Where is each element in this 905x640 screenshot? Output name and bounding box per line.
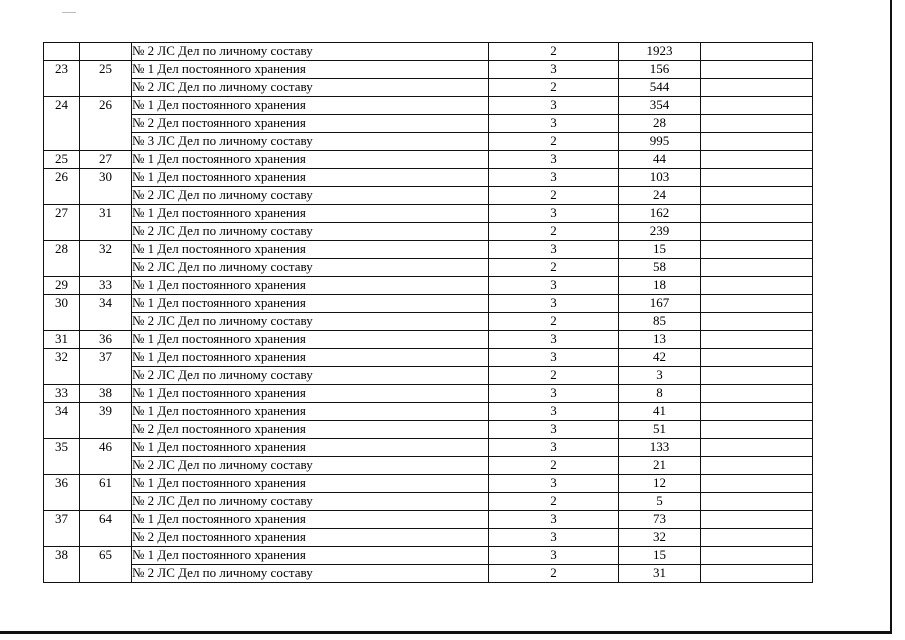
file-count-cell: 156 <box>619 61 701 79</box>
table-row <box>44 529 813 547</box>
table-row <box>44 511 813 529</box>
note-cell <box>701 565 813 583</box>
fund-number-cell: 31 <box>80 205 132 241</box>
file-count-cell: 15 <box>619 241 701 259</box>
note-cell <box>701 331 813 349</box>
inventory-name-cell: № 1 Дел постоянного хранения <box>132 547 489 565</box>
storage-group-cell: 3 <box>489 385 619 403</box>
inventory-name-cell: № 2 ЛС Дел по личному составу <box>132 187 489 205</box>
storage-group-cell: 2 <box>489 493 619 511</box>
note-cell <box>701 115 813 133</box>
inventory-name-cell: № 2 ЛС Дел по личному составу <box>132 457 489 475</box>
storage-group-cell: 3 <box>489 115 619 133</box>
inventory-name-cell: № 1 Дел постоянного хранения <box>132 349 489 367</box>
inventory-name-cell: № 1 Дел постоянного хранения <box>132 403 489 421</box>
table-row <box>44 115 813 133</box>
note-cell <box>701 223 813 241</box>
file-count-cell: 28 <box>619 115 701 133</box>
note-cell <box>701 385 813 403</box>
table-row <box>44 493 813 511</box>
inventory-name-cell: № 2 ЛС Дел по личному составу <box>132 259 489 277</box>
file-count-cell: 354 <box>619 97 701 115</box>
file-count-cell: 31 <box>619 565 701 583</box>
fund-number-cell: 26 <box>80 97 132 151</box>
file-count-cell: 41 <box>619 403 701 421</box>
table-row <box>44 43 813 61</box>
table-row <box>44 547 813 565</box>
note-cell <box>701 151 813 169</box>
table-row <box>44 349 813 367</box>
storage-group-cell: 2 <box>489 223 619 241</box>
inventory-name-cell: № 1 Дел постоянного хранения <box>132 151 489 169</box>
note-cell <box>701 313 813 331</box>
storage-group-cell: 3 <box>489 403 619 421</box>
fund-number-cell: 39 <box>80 403 132 439</box>
table-row <box>44 259 813 277</box>
fund-number-cell: 38 <box>80 385 132 403</box>
storage-group-cell: 3 <box>489 205 619 223</box>
fund-number-cell: 36 <box>80 331 132 349</box>
file-count-cell: 3 <box>619 367 701 385</box>
note-cell <box>701 205 813 223</box>
storage-group-cell: 2 <box>489 43 619 61</box>
storage-group-cell: 2 <box>489 259 619 277</box>
note-cell <box>701 529 813 547</box>
storage-group-cell: 3 <box>489 97 619 115</box>
inventory-name-cell: № 2 ЛС Дел по личному составу <box>132 565 489 583</box>
table-row <box>44 457 813 475</box>
note-cell <box>701 187 813 205</box>
row-number-cell: 36 <box>44 475 80 511</box>
table-row <box>44 241 813 259</box>
table-row <box>44 439 813 457</box>
table-row <box>44 223 813 241</box>
file-count-cell: 85 <box>619 313 701 331</box>
inventory-name-cell: № 2 Дел постоянного хранения <box>132 115 489 133</box>
table-row <box>44 295 813 313</box>
storage-group-cell: 3 <box>489 529 619 547</box>
inventory-name-cell: № 2 ЛС Дел по личному составу <box>132 493 489 511</box>
inventory-name-cell: № 2 ЛС Дел по личному составу <box>132 223 489 241</box>
inventory-name-cell: № 2 ЛС Дел по личному составу <box>132 79 489 97</box>
note-cell <box>701 259 813 277</box>
note-cell <box>701 493 813 511</box>
inventory-name-cell: № 1 Дел постоянного хранения <box>132 439 489 457</box>
fund-registry-table <box>43 42 813 583</box>
table-row <box>44 169 813 187</box>
inventory-name-cell: № 1 Дел постоянного хранения <box>132 97 489 115</box>
row-number-cell: 24 <box>44 97 80 151</box>
fund-number-cell: 32 <box>80 241 132 277</box>
note-cell <box>701 349 813 367</box>
row-number-cell: 31 <box>44 331 80 349</box>
note-cell <box>701 79 813 97</box>
table-row <box>44 475 813 493</box>
table-row <box>44 151 813 169</box>
fund-number-cell: 25 <box>80 61 132 97</box>
row-number-cell: 33 <box>44 385 80 403</box>
inventory-name-cell: № 3 ЛС Дел по личному составу <box>132 133 489 151</box>
inventory-name-cell: № 1 Дел постоянного хранения <box>132 331 489 349</box>
storage-group-cell: 3 <box>489 277 619 295</box>
inventory-name-cell: № 1 Дел постоянного хранения <box>132 241 489 259</box>
storage-group-cell: 3 <box>489 475 619 493</box>
inventory-name-cell: № 1 Дел постоянного хранения <box>132 295 489 313</box>
row-number-cell: 37 <box>44 511 80 547</box>
inventory-name-cell: № 1 Дел постоянного хранения <box>132 385 489 403</box>
file-count-cell: 239 <box>619 223 701 241</box>
note-cell <box>701 43 813 61</box>
table-row <box>44 277 813 295</box>
fund-number-cell: 64 <box>80 511 132 547</box>
storage-group-cell: 2 <box>489 565 619 583</box>
storage-group-cell: 3 <box>489 349 619 367</box>
file-count-cell: 44 <box>619 151 701 169</box>
table-row <box>44 421 813 439</box>
file-count-cell: 167 <box>619 295 701 313</box>
fund-number-cell: 37 <box>80 349 132 385</box>
storage-group-cell: 3 <box>489 151 619 169</box>
file-count-cell: 21 <box>619 457 701 475</box>
note-cell <box>701 295 813 313</box>
file-count-cell: 544 <box>619 79 701 97</box>
file-count-cell: 42 <box>619 349 701 367</box>
table-row <box>44 403 813 421</box>
storage-group-cell: 3 <box>489 61 619 79</box>
note-cell <box>701 367 813 385</box>
row-number-cell: 27 <box>44 205 80 241</box>
table-row <box>44 61 813 79</box>
storage-group-cell: 3 <box>489 169 619 187</box>
storage-group-cell: 2 <box>489 79 619 97</box>
file-count-cell: 8 <box>619 385 701 403</box>
row-number-cell: 32 <box>44 349 80 385</box>
fund-number-cell: 27 <box>80 151 132 169</box>
file-count-cell: 24 <box>619 187 701 205</box>
inventory-name-cell: № 1 Дел постоянного хранения <box>132 205 489 223</box>
table-row <box>44 133 813 151</box>
inventory-name-cell: № 2 ЛС Дел по личному составу <box>132 43 489 61</box>
row-number-cell: 26 <box>44 169 80 205</box>
storage-group-cell: 3 <box>489 241 619 259</box>
note-cell <box>701 277 813 295</box>
file-count-cell: 51 <box>619 421 701 439</box>
row-number-cell <box>44 43 80 61</box>
file-count-cell: 58 <box>619 259 701 277</box>
row-number-cell: 34 <box>44 403 80 439</box>
note-cell <box>701 169 813 187</box>
storage-group-cell: 2 <box>489 313 619 331</box>
fund-number-cell: 65 <box>80 547 132 583</box>
inventory-name-cell: № 1 Дел постоянного хранения <box>132 61 489 79</box>
storage-group-cell: 3 <box>489 439 619 457</box>
table-row <box>44 367 813 385</box>
note-cell <box>701 421 813 439</box>
file-count-cell: 32 <box>619 529 701 547</box>
row-number-cell: 28 <box>44 241 80 277</box>
file-count-cell: 73 <box>619 511 701 529</box>
note-cell <box>701 403 813 421</box>
file-count-cell: 15 <box>619 547 701 565</box>
scan-mark <box>62 12 76 13</box>
fund-number-cell <box>80 43 132 61</box>
file-count-cell: 162 <box>619 205 701 223</box>
storage-group-cell: 2 <box>489 457 619 475</box>
file-count-cell: 995 <box>619 133 701 151</box>
fund-number-cell: 61 <box>80 475 132 511</box>
table-row <box>44 331 813 349</box>
note-cell <box>701 475 813 493</box>
inventory-name-cell: № 2 Дел постоянного хранения <box>132 529 489 547</box>
note-cell <box>701 241 813 259</box>
file-count-cell: 1923 <box>619 43 701 61</box>
storage-group-cell: 3 <box>489 295 619 313</box>
storage-group-cell: 2 <box>489 187 619 205</box>
storage-group-cell: 3 <box>489 511 619 529</box>
inventory-name-cell: № 1 Дел постоянного хранения <box>132 169 489 187</box>
storage-group-cell: 2 <box>489 133 619 151</box>
note-cell <box>701 97 813 115</box>
table-row <box>44 385 813 403</box>
note-cell <box>701 61 813 79</box>
table-row <box>44 79 813 97</box>
inventory-name-cell: № 1 Дел постоянного хранения <box>132 277 489 295</box>
file-count-cell: 12 <box>619 475 701 493</box>
table-row <box>44 97 813 115</box>
fund-number-cell: 33 <box>80 277 132 295</box>
fund-number-cell: 34 <box>80 295 132 331</box>
table-row <box>44 205 813 223</box>
row-number-cell: 23 <box>44 61 80 97</box>
file-count-cell: 18 <box>619 277 701 295</box>
fund-number-cell: 30 <box>80 169 132 205</box>
inventory-name-cell: № 2 ЛС Дел по личному составу <box>132 367 489 385</box>
file-count-cell: 103 <box>619 169 701 187</box>
inventory-name-cell: № 1 Дел постоянного хранения <box>132 475 489 493</box>
table-row <box>44 565 813 583</box>
table-row <box>44 187 813 205</box>
storage-group-cell: 3 <box>489 547 619 565</box>
row-number-cell: 25 <box>44 151 80 169</box>
row-number-cell: 38 <box>44 547 80 583</box>
inventory-name-cell: № 2 Дел постоянного хранения <box>132 421 489 439</box>
note-cell <box>701 133 813 151</box>
file-count-cell: 133 <box>619 439 701 457</box>
table-row <box>44 313 813 331</box>
file-count-cell: 5 <box>619 493 701 511</box>
storage-group-cell: 3 <box>489 421 619 439</box>
fund-number-cell: 46 <box>80 439 132 475</box>
note-cell <box>701 547 813 565</box>
note-cell <box>701 457 813 475</box>
file-count-cell: 13 <box>619 331 701 349</box>
note-cell <box>701 439 813 457</box>
row-number-cell: 29 <box>44 277 80 295</box>
row-number-cell: 35 <box>44 439 80 475</box>
inventory-name-cell: № 1 Дел постоянного хранения <box>132 511 489 529</box>
registry-body <box>44 43 813 583</box>
storage-group-cell: 3 <box>489 331 619 349</box>
note-cell <box>701 511 813 529</box>
storage-group-cell: 2 <box>489 367 619 385</box>
inventory-name-cell: № 2 ЛС Дел по личному составу <box>132 313 489 331</box>
row-number-cell: 30 <box>44 295 80 331</box>
